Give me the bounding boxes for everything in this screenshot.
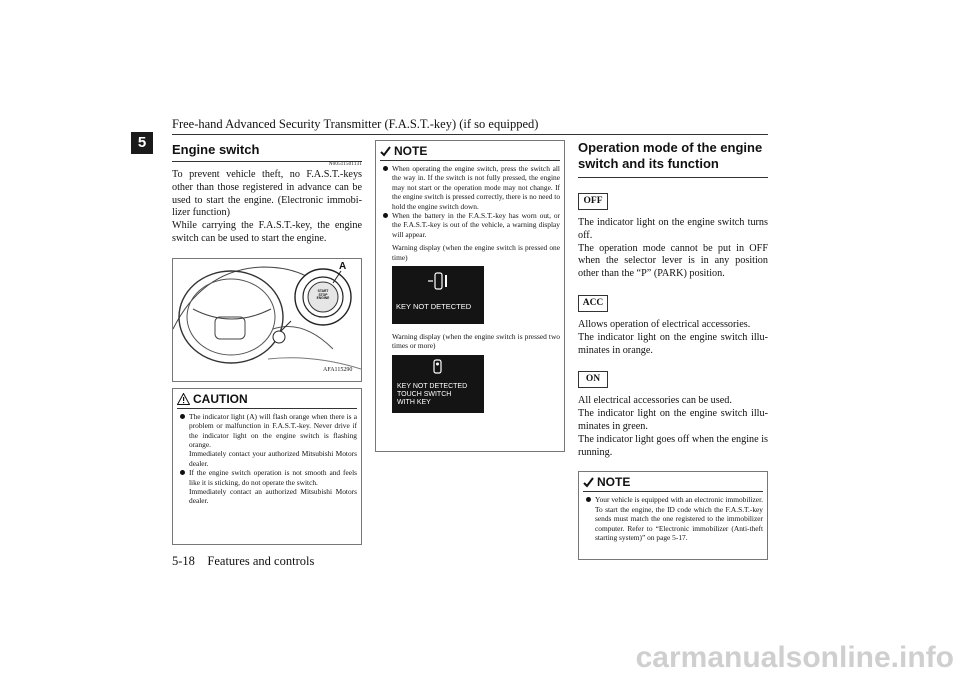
key-icon [426, 271, 450, 293]
checkmark-icon [380, 146, 391, 157]
note-box-warning-display [375, 140, 565, 452]
chapter-tab: 5 [131, 132, 153, 154]
note-box-immobilizer [578, 471, 768, 560]
column-engine-switch [172, 140, 362, 545]
page-footer: 5-18 Features and controls [172, 554, 315, 568]
operation-mode-heading: Operation mode of the engine switch and its function [578, 140, 763, 171]
caution-item: The indicator light (A) will flash orange when there is a problem or malfunction in F.A.S.T.-key. Never drive if the indicator light on the engine switch is flashing orange. [177, 412, 357, 450]
caution-item-sub: Immediately contact an authorized Mitsubishi Motors dealer. [189, 487, 357, 506]
engine-switch-paragraph-1: To prevent vehicle theft, no F.A.S.T.-keys other than those registered in advance can be used to start the engine. (Electronic immobi- lizer function) [172, 169, 362, 219]
note-header: NOTE [376, 141, 564, 158]
engine-switch-heading: Engine switch [172, 142, 260, 157]
callout-a: A [339, 260, 347, 272]
doc-id: N00511501131 [328, 162, 362, 167]
header-rule [172, 134, 768, 135]
caution-label: CAUTION [193, 391, 248, 406]
start-stop-button-label: START STOP ENGINE [316, 288, 330, 301]
mode-label-acc: ACC [578, 295, 608, 312]
display2-caption: Warning display (when the engine switch is pressed two times or more) [392, 332, 560, 351]
engine-switch-figure [172, 258, 362, 382]
note-item: When the battery in the F.A.S.T.-key has worn out, or the F.A.S.T.-key is out of the vehicle, a warning display will appear. [380, 211, 560, 239]
column-operation-mode [578, 140, 768, 560]
steering-wheel-illustration [173, 259, 361, 381]
display1-caption: Warning display (when the engine switch is pressed one time) [392, 243, 560, 262]
mode-label-on: ON [578, 371, 608, 388]
page-header-title: Free-hand Advanced Security Transmitter (F.A.S.T.-key) (if so equipped) [172, 117, 539, 131]
key-not-detected-display: KEY NOT DETECTED [392, 266, 484, 324]
caution-header [177, 392, 357, 406]
key-touch-icon [428, 358, 448, 376]
note-item: Your vehicle is equipped with an electronic immobilizer. To start the engine, the ID code which the F.A.S.T.-key sends must match the one registered to the immobilizer computer. Refer to “Electronic immobilizer (Anti-theft starting system)” on page 5-17. [583, 495, 763, 542]
caution-item-sub: Immediately contact your authorized Mitsubishi Motors dealer. [189, 449, 357, 468]
caution-box [172, 388, 362, 545]
figure-label: AFA115290 [323, 366, 353, 373]
caution-item: If the engine switch operation is not smooth and feels like it is sticking, do not operate the switch. [177, 468, 357, 487]
checkmark-icon [583, 477, 594, 488]
warning-triangle-icon [177, 393, 190, 405]
watermark: carmanualsonline.info [635, 641, 954, 674]
mode-description-off: The indicator light on the engine switch turns off. The operation mode cannot be put in OFF when the selector lever is in any position other than the “P” (PARK) position. [578, 217, 768, 280]
note-header: NOTE [579, 472, 767, 489]
touch-switch-with-key-display: KEY NOT DETECTED TOUCH SWITCH WITH KEY [392, 355, 484, 413]
mode-description-on: All electrical accessories can be used. The indicator light on the engine switch illu- minates in green. The indicator light goes off when the engine is running. [578, 395, 768, 458]
note-item: When operating the engine switch, press the switch all the way in. If the switch is not fully pressed, the engine may not start or the operation mode may not change. If the engine switch is pressed correctly, there is no need to hold the engine switch down. [380, 164, 560, 211]
mode-description-acc: Allows operation of electrical accessories. The indicator light on the engine switch illu- minates in orange. [578, 318, 768, 356]
mode-label-off: OFF [578, 193, 608, 210]
engine-switch-paragraph-2: While carrying the F.A.S.T.-key, the engine switch can be used to start the engine. [172, 220, 362, 244]
